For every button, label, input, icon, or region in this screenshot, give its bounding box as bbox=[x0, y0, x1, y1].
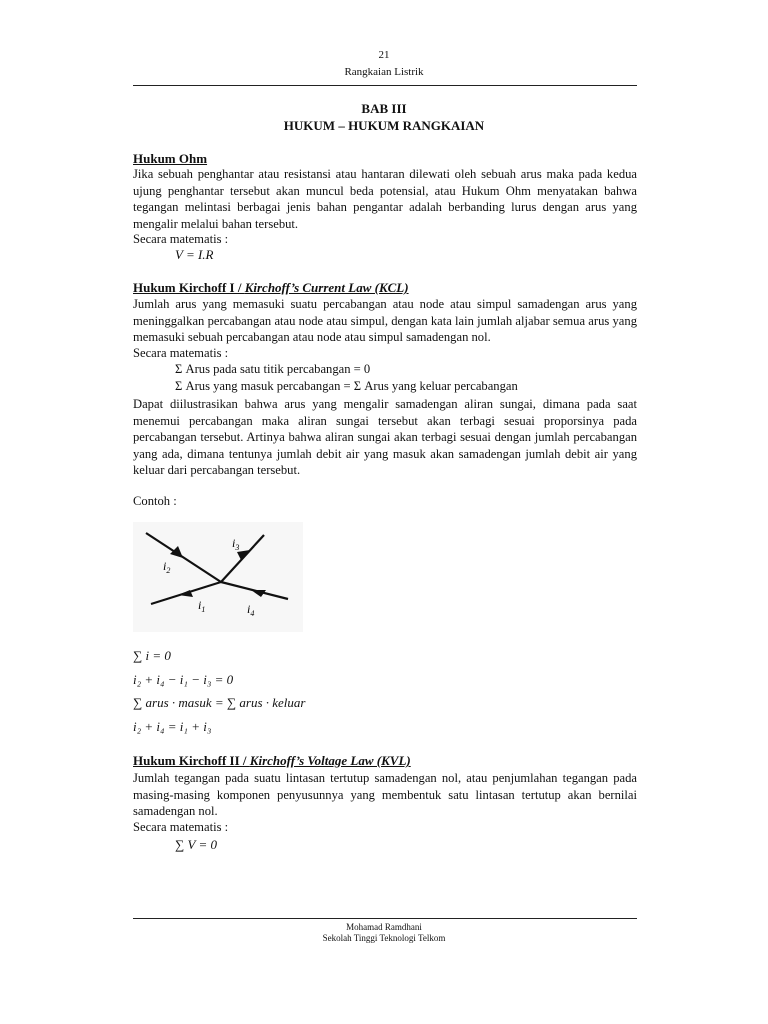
chapter-label: BAB III bbox=[361, 101, 407, 116]
example-label: Contoh : bbox=[133, 494, 177, 508]
ohm-paragraph: Jika sebuah penghantar atau resistansi atau hantaran dilewati oleh sebuah arus maka pada kedua ujung penghantar tersebut akan muncul beda potensial, atau Hukum Ohm menyatakan bahwa tegangan melintasi berbagai jenis bahan pengantar adalah berbanding lurus dengan arus yang mengalir melalui bahan tersebut. bbox=[133, 167, 637, 231]
kvl-heading-italic: Kirchoff’s Voltage Law (KVL) bbox=[249, 753, 411, 768]
footer-author: Mohamad Ramdhani bbox=[346, 922, 422, 932]
kvl-heading bbox=[133, 753, 411, 769]
diagram-background bbox=[133, 522, 303, 632]
kcl-node-diagram bbox=[133, 522, 303, 632]
kcl-rule-2: Σ Arus yang masuk percabangan = Σ Arus yang keluar percabangan bbox=[175, 379, 518, 393]
kvl-formula: ∑ V = 0 bbox=[175, 837, 217, 852]
kvl-heading-plain: Hukum Kirchoff II / bbox=[133, 753, 250, 768]
ohm-heading: Hukum Ohm bbox=[133, 151, 208, 166]
kcl-eq-3: ∑ arus · masuk = ∑ arus · keluar bbox=[133, 695, 306, 710]
running-title: Rangkaian Listrik bbox=[344, 66, 424, 78]
label-i2: $i_2$ bbox=[163, 559, 171, 575]
kcl-heading-plain: Hukum Kirchoff I / bbox=[133, 280, 245, 295]
header-rule bbox=[133, 85, 637, 86]
page-number: 21 bbox=[378, 49, 390, 61]
label-i3: $i_3$ bbox=[232, 536, 240, 552]
kcl-analogy: Dapat diilustrasikan bahwa arus yang mengalir samadengan aliran sungai, dimana pada saat menemui percabangan maka aliran sungai tersebut akan terbagi sesuai proporsinya pada percabangan tersebut. Artinya bahwa aliran sungai akan terbagi sesuai dengan jumlah percabangan yang ada, dimana tentunya jumlah debit air yang masuk akan samadengan jumlah debit air yang keluar dari percabangan tersebut. bbox=[133, 397, 637, 477]
kcl-rule-1: Σ Arus pada satu titik percabangan = 0 bbox=[175, 362, 371, 376]
label-i4: $i_4$ bbox=[247, 602, 255, 618]
kvl-math-intro: Secara matematis : bbox=[133, 820, 229, 834]
kcl-heading bbox=[133, 280, 409, 296]
footer-institution: Sekolah Tinggi Teknologi Telkom bbox=[322, 933, 446, 943]
kcl-heading-italic: Kirchoff’s Current Law (KCL) bbox=[244, 280, 409, 295]
kcl-eq-4: i₂ + i₄ = i₁ + i₃ bbox=[133, 719, 212, 734]
label-i1: $i_1$ bbox=[198, 598, 206, 614]
ohm-math-intro: Secara matematis : bbox=[133, 232, 229, 246]
chapter-title: HUKUM – HUKUM RANGKAIAN bbox=[283, 118, 485, 133]
kcl-eq-1: ∑ i = 0 bbox=[133, 648, 171, 663]
kcl-math-intro: Secara matematis : bbox=[133, 346, 229, 360]
footer-rule bbox=[133, 918, 637, 919]
ohm-formula: V = I.R bbox=[175, 247, 214, 262]
kcl-eq-2: i₂ + i₄ − i₁ − i₃ = 0 bbox=[133, 672, 234, 687]
kcl-paragraph: Jumlah arus yang memasuki suatu percabangan atau node atau simpul samadengan arus yang meninggalkan percabangan atau node atau simpul, dengan kata lain jumlah aljabar semua arus yang memasuki sebuah percabangan atau node atau simpul samadengan nol. bbox=[133, 297, 637, 344]
kvl-paragraph: Jumlah tegangan pada suatu lintasan tertutup samadengan nol, atau penjumlahan tegangan pada masing-masing komponen penyusunnya yang membentuk satu lintasan tertutup akan bernilai samadengan nol. bbox=[133, 771, 637, 818]
